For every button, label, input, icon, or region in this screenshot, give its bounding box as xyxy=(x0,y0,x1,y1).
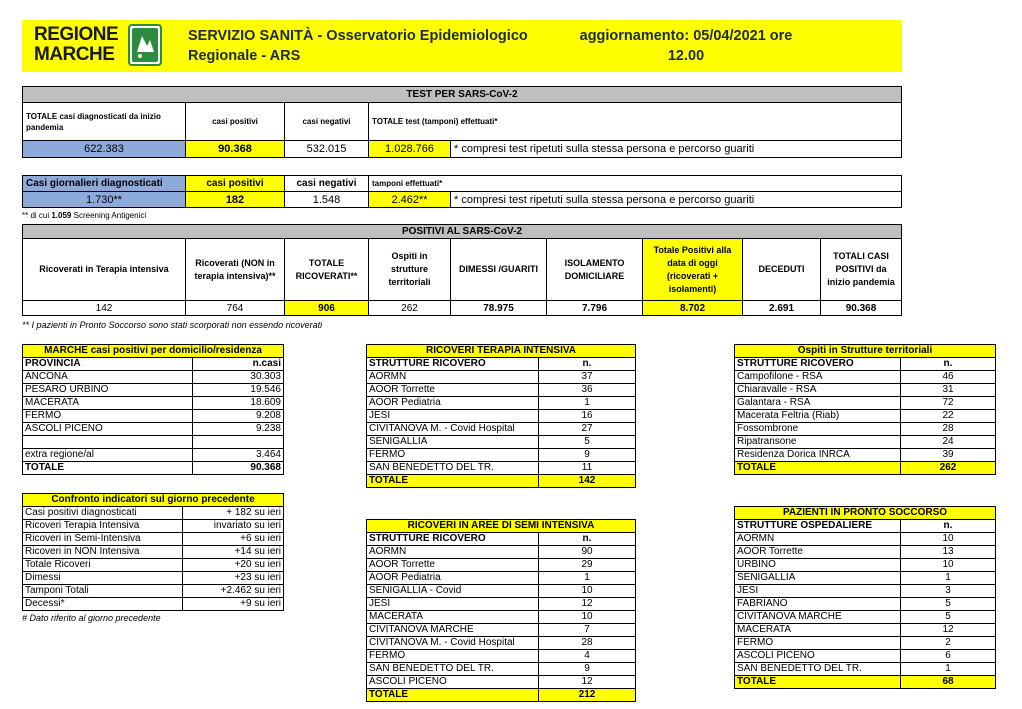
row-value: 2 xyxy=(901,637,996,650)
test-note: * compresi test ripetuti sulla stessa persona e percorso guariti xyxy=(451,141,902,158)
row-label: Galantara - RSA xyxy=(735,397,901,410)
table-row xyxy=(23,520,284,533)
row-label: Decessi* xyxy=(23,598,183,611)
table-row xyxy=(735,397,996,410)
row-value: + 182 su ieri xyxy=(183,507,284,520)
row-label: AOOR Pediatria xyxy=(367,397,539,410)
row-value: 1 xyxy=(539,397,636,410)
row-label: CIVITANOVA M. - Covid Hospital xyxy=(367,423,539,436)
province-col-name: PROVINCIA xyxy=(23,358,193,371)
table-row xyxy=(367,559,636,572)
positives-table xyxy=(22,224,902,316)
row-label: AORMN xyxy=(367,371,539,384)
row-value: 1 xyxy=(901,663,996,676)
province-col-value: n.casi xyxy=(193,358,284,371)
logo-text: REGIONE MARCHE xyxy=(34,24,119,65)
row-label: SAN BENEDETTO DEL TR. xyxy=(367,462,539,475)
row-label: FERMO xyxy=(367,449,539,462)
table-row xyxy=(735,449,996,462)
positives-value: 8.702 xyxy=(643,301,743,316)
row-value: 30.303 xyxy=(193,371,284,384)
table-row xyxy=(735,384,996,397)
row-value: +6 su ieri xyxy=(183,533,284,546)
icu-table xyxy=(366,344,636,488)
emergency-title: PAZIENTI IN PRONTO SOCCORSO xyxy=(735,507,996,520)
positives-value: 142 xyxy=(23,301,186,316)
table-row xyxy=(367,423,636,436)
comparison-title: Confronto indicatori sul giorno precedente xyxy=(23,494,284,507)
daily-note: * compresi test ripetuti sulla stessa persona e percorso guariti xyxy=(451,192,902,208)
row-value: 9.238 xyxy=(193,423,284,436)
table-row xyxy=(367,397,636,410)
row-value: 46 xyxy=(901,371,996,384)
province-total-label: TOTALE xyxy=(23,462,193,475)
row-value: 5 xyxy=(901,598,996,611)
row-value: 1 xyxy=(901,572,996,585)
semi-title: RICOVERI IN AREE DI SEMI INTENSIVA xyxy=(367,520,636,533)
territorial-col-name: STRUTTURE RICOVERO xyxy=(735,358,901,371)
table-row xyxy=(735,371,996,384)
row-value: 10 xyxy=(901,533,996,546)
row-value: 36 xyxy=(539,384,636,397)
screening-footnote xyxy=(22,211,146,220)
row-value: 39 xyxy=(901,449,996,462)
row-label: FABRIANO xyxy=(735,598,901,611)
row-value: 3 xyxy=(901,585,996,598)
positives-col-header: DIMESSI /GUARITI xyxy=(451,239,547,301)
row-value: +14 su ieri xyxy=(183,546,284,559)
row-label: SENIGALLIA xyxy=(367,436,539,449)
regione-shield-icon xyxy=(128,24,162,66)
row-label: ASCOLI PICENO xyxy=(735,650,901,663)
row-value: 12 xyxy=(901,624,996,637)
table-row xyxy=(735,410,996,423)
row-label: SENIGALLIA xyxy=(735,572,901,585)
row-label: CIVITANOVA M. - Covid Hospital xyxy=(367,637,539,650)
table-row xyxy=(23,585,284,598)
row-label: AOOR Pediatria xyxy=(367,572,539,585)
table-row xyxy=(735,546,996,559)
table-row xyxy=(735,572,996,585)
row-value: 37 xyxy=(539,371,636,384)
positives-col-header: Ospiti in strutture territoriali xyxy=(369,239,451,301)
table-row xyxy=(735,559,996,572)
col-tests: TOTALE test (tamponi) effettuati* xyxy=(369,103,902,141)
positives-note: ** I pazienti in Pronto Soccorso sono stati scorporati non essendo ricoverati xyxy=(22,320,323,330)
table-row xyxy=(23,449,284,462)
table-row xyxy=(735,650,996,663)
col-daily-tests: tamponi effettuati* xyxy=(369,176,902,192)
row-label: CIVITANOVA MARCHE xyxy=(367,624,539,637)
row-value: +23 su ieri xyxy=(183,572,284,585)
row-value: 22 xyxy=(901,410,996,423)
table-row xyxy=(367,436,636,449)
row-label: JESI xyxy=(735,585,901,598)
col-daily-positive: casi positivi xyxy=(186,176,285,192)
table-row xyxy=(23,533,284,546)
row-value: +20 su ieri xyxy=(183,559,284,572)
table-row xyxy=(735,611,996,624)
semi-total-label: TOTALE xyxy=(367,689,539,702)
table-row xyxy=(23,384,284,397)
table-row xyxy=(23,423,284,436)
table-row xyxy=(735,598,996,611)
row-label: AORMN xyxy=(367,546,539,559)
footnote-suffix: Screening Antigenici xyxy=(73,211,147,220)
comparison-note: # Dato riferito al giorno precedente xyxy=(22,613,161,623)
row-value: +9 su ieri xyxy=(183,598,284,611)
col-positive: casi positivi xyxy=(186,103,285,141)
row-label: Fossombrone xyxy=(735,423,901,436)
row-value: 5 xyxy=(901,611,996,624)
icu-col-name: STRUTTURE RICOVERO xyxy=(367,358,539,371)
row-label xyxy=(23,436,193,449)
row-label: SENIGALLIA - Covid xyxy=(367,585,539,598)
province-total-value: 90.368 xyxy=(193,462,284,475)
row-label: MACERATA xyxy=(735,624,901,637)
table-row xyxy=(367,371,636,384)
territorial-total-value: 262 xyxy=(901,462,996,475)
table-row xyxy=(23,397,284,410)
table-row xyxy=(367,585,636,598)
positives-col-header: ISOLAMENTO DOMICILIARE xyxy=(547,239,643,301)
page-title xyxy=(188,26,548,66)
row-label: JESI xyxy=(367,598,539,611)
update-timestamp xyxy=(556,26,816,66)
val-positive: 90.368 xyxy=(186,141,285,158)
test-daily-table xyxy=(22,175,902,208)
positives-value: 2.691 xyxy=(743,301,821,316)
positives-value: 262 xyxy=(369,301,451,316)
icu-title: RICOVERI TERAPIA INTENSIVA xyxy=(367,345,636,358)
semi-intensive-table xyxy=(366,519,636,702)
table-row xyxy=(367,598,636,611)
row-value: 9 xyxy=(539,663,636,676)
regione-marche-logo xyxy=(30,23,180,69)
row-value: 9.208 xyxy=(193,410,284,423)
row-value: 7 xyxy=(539,624,636,637)
row-value xyxy=(193,436,284,449)
emergency-table xyxy=(734,506,996,689)
table-row xyxy=(367,462,636,475)
row-label: extra regione/al xyxy=(23,449,193,462)
val-negative: 532.015 xyxy=(285,141,369,158)
row-value: 29 xyxy=(539,559,636,572)
semi-col-name: STRUTTURE RICOVERO xyxy=(367,533,539,546)
row-value: 19.546 xyxy=(193,384,284,397)
table-row xyxy=(367,624,636,637)
territorial-total-label: TOTALE xyxy=(735,462,901,475)
row-label: AORMN xyxy=(735,533,901,546)
row-value: 24 xyxy=(901,436,996,449)
col-total-cases: TOTALE casi diagnosticati da inizio pandemia xyxy=(23,103,186,141)
row-value: 72 xyxy=(901,397,996,410)
row-value: 12 xyxy=(539,676,636,689)
emergency-col-name: STRUTTURE OSPEDALIERE xyxy=(735,520,901,533)
emergency-total-value: 68 xyxy=(901,676,996,689)
row-label: SAN BENEDETTO DEL TR. xyxy=(367,663,539,676)
row-label: FERMO xyxy=(367,650,539,663)
test-total-table xyxy=(22,86,902,158)
table-row xyxy=(23,559,284,572)
icu-col-value: n. xyxy=(539,358,636,371)
row-value: 90 xyxy=(539,546,636,559)
row-label: ASCOLI PICENO xyxy=(367,676,539,689)
row-label: SAN BENEDETTO DEL TR. xyxy=(735,663,901,676)
row-label: AOOR Torrette xyxy=(367,559,539,572)
table-row xyxy=(367,546,636,559)
table-row xyxy=(367,663,636,676)
table-row xyxy=(367,676,636,689)
row-value: 11 xyxy=(539,462,636,475)
row-label: Casi positivi diagnosticati xyxy=(23,507,183,520)
row-label: CIVITANOVA MARCHE xyxy=(735,611,901,624)
semi-total-value: 212 xyxy=(539,689,636,702)
row-label: MACERATA xyxy=(23,397,193,410)
table-row xyxy=(735,663,996,676)
row-value: 5 xyxy=(539,436,636,449)
table-row xyxy=(367,572,636,585)
emergency-total-label: TOTALE xyxy=(735,676,901,689)
row-value: 3.464 xyxy=(193,449,284,462)
row-value: 31 xyxy=(901,384,996,397)
row-label: ANCONA xyxy=(23,371,193,384)
province-table xyxy=(22,344,284,475)
row-label: Macerata Feltria (Riab) xyxy=(735,410,901,423)
row-label: Dimessi xyxy=(23,572,183,585)
row-label: FERMO xyxy=(735,637,901,650)
positives-section-title: POSITIVI AL SARS-CoV-2 xyxy=(23,225,902,239)
positives-col-header: Ricoverati in Terapia intensiva xyxy=(23,239,186,301)
table-row xyxy=(23,546,284,559)
positives-value: 78.975 xyxy=(451,301,547,316)
row-label: Ripatransone xyxy=(735,436,901,449)
positives-col-header: TOTALE RICOVERATI** xyxy=(285,239,369,301)
val-daily: 1.730** xyxy=(23,192,186,208)
row-value: 10 xyxy=(901,559,996,572)
row-value: 27 xyxy=(539,423,636,436)
positives-value: 906 xyxy=(285,301,369,316)
table-row xyxy=(23,410,284,423)
row-label: Ricoveri in NON Intensiva xyxy=(23,546,183,559)
row-label: Chiaravalle - RSA xyxy=(735,384,901,397)
icu-total-value: 142 xyxy=(539,475,636,488)
table-row xyxy=(367,410,636,423)
table-row xyxy=(735,533,996,546)
territorial-col-value: n. xyxy=(901,358,996,371)
val-daily-positive: 182 xyxy=(186,192,285,208)
col-negative: casi negativi xyxy=(285,103,369,141)
icu-total-label: TOTALE xyxy=(367,475,539,488)
positives-value: 7.796 xyxy=(547,301,643,316)
table-row xyxy=(23,572,284,585)
table-row xyxy=(735,423,996,436)
row-value: 6 xyxy=(901,650,996,663)
positives-col-header: Totale Positivi alla data di oggi (ricoverati + isolamenti) xyxy=(643,239,743,301)
row-value: 16 xyxy=(539,410,636,423)
row-label: Campofilone - RSA xyxy=(735,371,901,384)
table-row xyxy=(367,384,636,397)
emergency-col-value: n. xyxy=(901,520,996,533)
table-row xyxy=(735,585,996,598)
positives-col-header: Ricoverati (NON in terapia intensiva)** xyxy=(186,239,285,301)
row-label: Tamponi Totali xyxy=(23,585,183,598)
table-row xyxy=(367,611,636,624)
row-label: URBINO xyxy=(735,559,901,572)
row-value: +2.462 su ieri xyxy=(183,585,284,598)
row-label: Residenza Dorica INRCA xyxy=(735,449,901,462)
row-value: 1 xyxy=(539,572,636,585)
positives-value: 90.368 xyxy=(821,301,902,316)
row-value: 28 xyxy=(539,637,636,650)
update-line-2: 12.00 xyxy=(667,48,705,64)
table-row xyxy=(735,436,996,449)
test-section-title: TEST PER SARS-CoV-2 xyxy=(23,87,902,103)
row-label: FERMO xyxy=(23,410,193,423)
row-value: 13 xyxy=(901,546,996,559)
table-row xyxy=(23,598,284,611)
row-label: JESI xyxy=(367,410,539,423)
row-value: 10 xyxy=(539,611,636,624)
title-line-1: SERVIZIO SANITÀ - Osservatorio Epidemiologico xyxy=(188,28,528,44)
col-daily-negative: casi negativi xyxy=(285,176,369,192)
row-label: PESARO URBINO xyxy=(23,384,193,397)
row-label: Ricoveri in Semi-Intensiva xyxy=(23,533,183,546)
row-value: 12 xyxy=(539,598,636,611)
territorial-table xyxy=(734,344,996,475)
update-line-1: aggiornamento: 05/04/2021 ore xyxy=(579,28,793,44)
val-total-cases: 622.383 xyxy=(23,141,186,158)
province-title: MARCHE casi positivi per domicilio/residenza xyxy=(23,345,284,358)
comparison-table xyxy=(22,493,284,611)
positives-value: 764 xyxy=(186,301,285,316)
table-row xyxy=(367,449,636,462)
table-row xyxy=(735,624,996,637)
val-daily-negative: 1.548 xyxy=(285,192,369,208)
val-tests: 1.028.766 xyxy=(369,141,451,158)
row-label: ASCOLI PICENO xyxy=(23,423,193,436)
val-daily-tests: 2.462** xyxy=(369,192,451,208)
footnote-prefix: ** di cui xyxy=(22,211,50,220)
row-value: invariato su ieri xyxy=(183,520,284,533)
row-label: Ricoveri Terapia Intensiva xyxy=(23,520,183,533)
row-label: AOOR Torrette xyxy=(367,384,539,397)
row-label: Totale Ricoveri xyxy=(23,559,183,572)
row-value: 10 xyxy=(539,585,636,598)
row-value: 18.609 xyxy=(193,397,284,410)
table-row xyxy=(367,650,636,663)
table-row xyxy=(735,637,996,650)
row-value: 28 xyxy=(901,423,996,436)
table-row xyxy=(23,507,284,520)
row-label: AOOR Torrette xyxy=(735,546,901,559)
positives-col-header: DECEDUTI xyxy=(743,239,821,301)
row-value: 9 xyxy=(539,449,636,462)
title-line-2: Regionale - ARS xyxy=(188,48,301,64)
table-row xyxy=(23,371,284,384)
row-label: MACERATA xyxy=(367,611,539,624)
table-row xyxy=(23,436,284,449)
col-daily: Casi giornalieri diagnosticati xyxy=(23,176,186,192)
table-row xyxy=(367,637,636,650)
footnote-value: 1.059 xyxy=(51,211,72,220)
semi-col-value: n. xyxy=(539,533,636,546)
row-value: 4 xyxy=(539,650,636,663)
positives-col-header: TOTALI CASI POSITIVI da inizio pandemia xyxy=(821,239,902,301)
territorial-title: Ospiti in Strutture territoriali xyxy=(735,345,996,358)
